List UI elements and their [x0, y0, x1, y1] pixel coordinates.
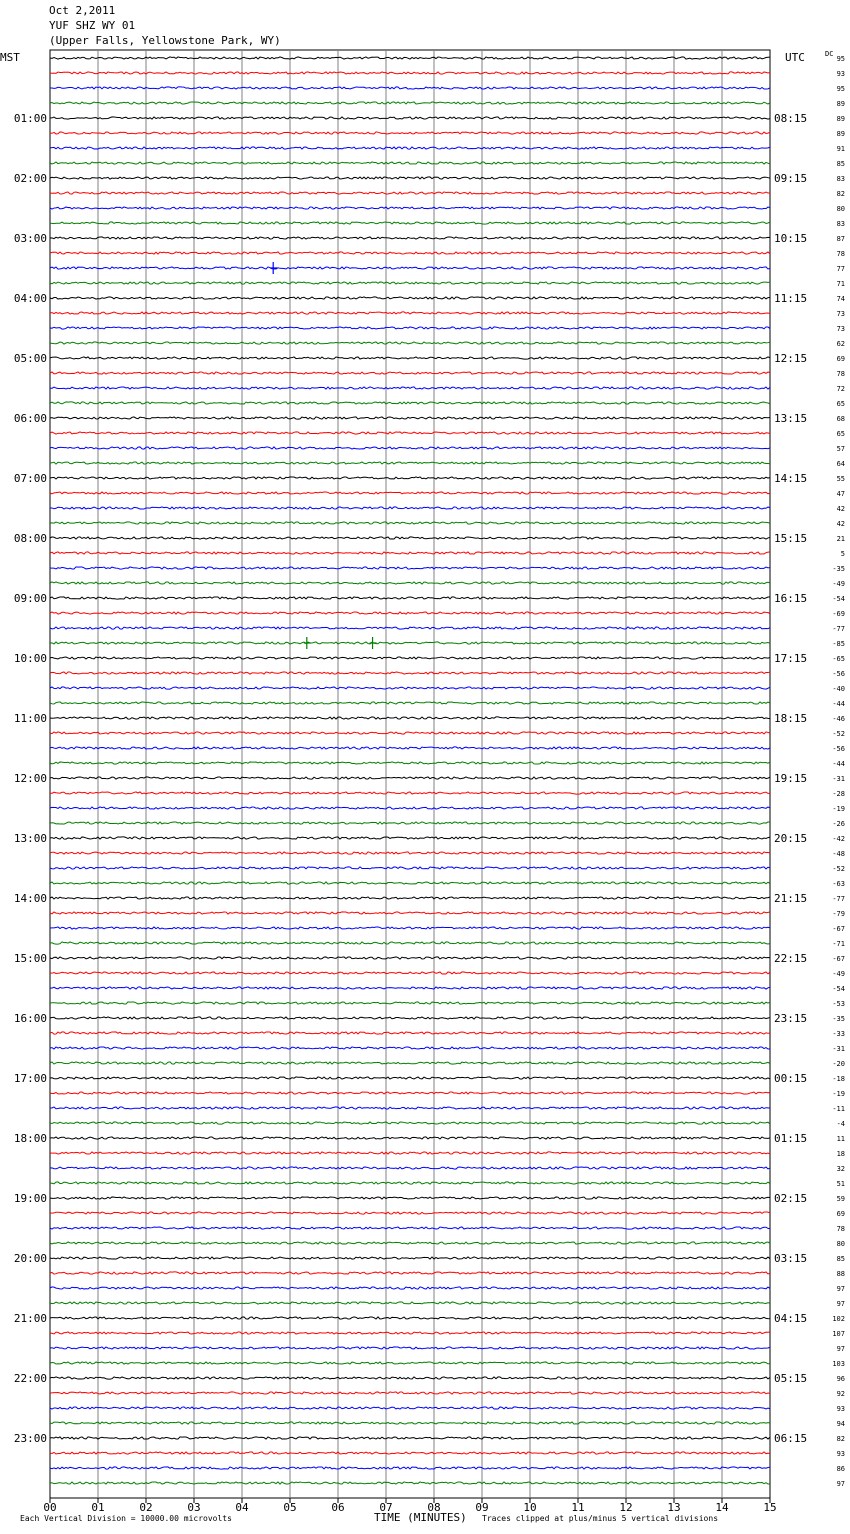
trace-row	[50, 162, 770, 164]
x-tick-label: 09	[475, 1501, 489, 1514]
dc-column-label: DC	[825, 50, 834, 58]
right-hour-label: 04:15	[774, 1312, 808, 1325]
trace-row	[50, 882, 770, 884]
left-hour-label: 19:00	[13, 1192, 47, 1205]
left-hour-label: 18:00	[13, 1132, 47, 1145]
dc-value-label: -56	[832, 670, 845, 678]
trace-row	[50, 1197, 770, 1199]
right-hour-label: 13:15	[774, 412, 808, 425]
dc-value-label: 62	[836, 340, 845, 348]
dc-value-label: 97	[836, 1480, 845, 1488]
right-hour-label: 03:15	[774, 1252, 808, 1265]
dc-value-label: -77	[832, 895, 845, 903]
footer-scale-note: Each Vertical Division = 10000.00 microvolts	[20, 1514, 232, 1523]
trace-row	[50, 747, 770, 749]
dc-value-label: -11	[832, 1105, 845, 1113]
left-hour-label: 21:00	[13, 1312, 47, 1325]
trace-row	[50, 417, 770, 419]
left-hour-label: 07:00	[13, 472, 47, 485]
trace-row	[50, 657, 770, 659]
dc-value-label: 18	[836, 1150, 845, 1158]
trace-row	[50, 1077, 770, 1079]
left-hour-label: 10:00	[13, 652, 47, 665]
left-timezone-label: MST	[0, 51, 20, 64]
dc-value-label: -56	[832, 745, 845, 753]
dc-value-label: 89	[836, 130, 845, 138]
left-hour-label: 06:00	[13, 412, 47, 425]
dc-value-label: 77	[836, 265, 845, 273]
trace-row	[50, 1242, 770, 1244]
trace-row	[50, 672, 770, 674]
trace-row	[50, 237, 770, 239]
trace-row	[50, 927, 770, 929]
dc-value-label: 59	[836, 1195, 845, 1203]
trace-row	[50, 102, 770, 104]
dc-value-label: 65	[836, 430, 845, 438]
trace-row	[50, 537, 770, 539]
left-hour-label: 11:00	[13, 712, 47, 725]
dc-value-label: 69	[836, 355, 845, 363]
dc-value-label: 21	[836, 535, 845, 543]
trace-row	[50, 117, 770, 119]
trace-row	[50, 852, 770, 854]
trace-row	[50, 402, 770, 404]
x-tick-label: 08	[427, 1501, 441, 1514]
trace-row	[50, 147, 770, 149]
trace-row	[50, 792, 770, 794]
right-timezone-label: UTC	[785, 51, 805, 64]
trace-row	[50, 1452, 770, 1454]
dc-value-label: 64	[836, 460, 845, 468]
dc-value-label: 103	[832, 1360, 845, 1368]
dc-value-label: 55	[836, 475, 845, 483]
dc-value-label: -48	[832, 850, 845, 858]
dc-value-label: 71	[836, 280, 845, 288]
trace-row	[50, 387, 770, 389]
dc-value-label: -49	[832, 970, 845, 978]
dc-value-label: 85	[836, 160, 845, 168]
trace-row	[50, 702, 770, 704]
left-hour-label: 08:00	[13, 532, 47, 545]
dc-value-label: -26	[832, 820, 845, 828]
dc-value-label: 95	[836, 55, 845, 63]
dc-value-label: 89	[836, 115, 845, 123]
dc-value-label: 102	[832, 1315, 845, 1323]
dc-value-label: 89	[836, 100, 845, 108]
trace-row	[50, 912, 770, 914]
trace-row	[50, 1362, 770, 1364]
left-hour-label: 22:00	[13, 1372, 47, 1385]
dc-value-label: 83	[836, 175, 845, 183]
dc-value-label: 86	[836, 1465, 845, 1473]
trace-row	[50, 252, 770, 254]
trace-row	[50, 1227, 770, 1229]
trace-row	[50, 372, 770, 374]
trace-row	[50, 432, 770, 434]
trace-row	[50, 1302, 770, 1304]
right-hour-label: 15:15	[774, 532, 808, 545]
dc-value-label: -4	[836, 1120, 845, 1128]
right-hour-label: 17:15	[774, 652, 808, 665]
trace-row	[50, 1407, 770, 1409]
dc-value-label: 83	[836, 220, 845, 228]
x-tick-label: 15	[763, 1501, 777, 1514]
dc-value-label: 65	[836, 400, 845, 408]
right-hour-label: 18:15	[774, 712, 808, 725]
dc-value-label: 69	[836, 1210, 845, 1218]
header-station: YUF SHZ WY 01	[49, 19, 136, 32]
dc-value-label: 74	[836, 295, 845, 303]
trace-row	[50, 1377, 770, 1379]
dc-value-label: 47	[836, 490, 845, 498]
trace-row	[50, 717, 770, 719]
trace-row	[50, 1092, 770, 1094]
trace-row	[50, 1467, 770, 1469]
trace-row	[50, 597, 770, 599]
trace-row	[50, 72, 770, 74]
dc-value-label: 85	[836, 1255, 845, 1263]
dc-value-label: 92	[836, 1390, 845, 1398]
dc-value-label: -65	[832, 655, 845, 663]
footer-clip-note: Traces clipped at plus/minus 5 vertical divisions	[482, 1514, 719, 1523]
dc-value-label: -67	[832, 925, 845, 933]
trace-row	[50, 642, 770, 644]
trace-row	[50, 567, 770, 569]
right-hour-label: 08:15	[774, 112, 808, 125]
trace-row	[50, 57, 770, 59]
dc-value-label: 51	[836, 1180, 845, 1188]
dc-value-label: 91	[836, 145, 845, 153]
trace-row	[50, 312, 770, 314]
dc-value-label: -31	[832, 775, 845, 783]
dc-value-label: 78	[836, 370, 845, 378]
dc-value-label: -49	[832, 580, 845, 588]
trace-row	[50, 687, 770, 689]
x-tick-label: 06	[331, 1501, 345, 1514]
dc-value-label: -69	[832, 610, 845, 618]
right-hour-label: 11:15	[774, 292, 808, 305]
trace-row	[50, 207, 770, 209]
dc-value-label: -42	[832, 835, 845, 843]
trace-row	[50, 87, 770, 89]
left-hour-label: 16:00	[13, 1012, 47, 1025]
right-hour-label: 00:15	[774, 1072, 808, 1085]
left-hour-label: 09:00	[13, 592, 47, 605]
trace-row	[50, 282, 770, 284]
x-tick-label: 05	[283, 1501, 297, 1514]
left-hour-label: 01:00	[13, 112, 47, 125]
trace-row	[50, 1047, 770, 1049]
dc-value-label: -28	[832, 790, 845, 798]
left-hour-label: 20:00	[13, 1252, 47, 1265]
dc-value-label: 97	[836, 1285, 845, 1293]
trace-row	[50, 132, 770, 134]
dc-value-label: 107	[832, 1330, 845, 1338]
dc-value-label: 95	[836, 85, 845, 93]
left-hour-label: 02:00	[13, 172, 47, 185]
trace-row	[50, 1482, 770, 1484]
right-hour-label: 05:15	[774, 1372, 808, 1385]
dc-value-label: 96	[836, 1375, 845, 1383]
left-hour-label: 14:00	[13, 892, 47, 905]
dc-value-label: -46	[832, 715, 845, 723]
trace-row	[50, 972, 770, 974]
trace-row	[50, 1212, 770, 1214]
trace-row	[50, 1107, 770, 1109]
trace-row	[50, 1032, 770, 1034]
header-date: Oct 2,2011	[49, 4, 116, 17]
dc-value-label: -52	[832, 865, 845, 873]
trace-row	[50, 342, 770, 344]
trace-row	[50, 297, 770, 299]
trace-row	[50, 1062, 770, 1064]
right-hour-label: 14:15	[774, 472, 808, 485]
trace-row	[50, 552, 770, 554]
event-spike	[270, 262, 277, 274]
dc-value-label: 73	[836, 310, 845, 318]
dc-value-label: 82	[836, 1435, 845, 1443]
right-hour-label: 12:15	[774, 352, 808, 365]
header-location: (Upper Falls, Yellowstone Park, WY)	[49, 34, 281, 47]
dc-value-label: -40	[832, 685, 845, 693]
dc-value-label: -54	[832, 985, 845, 993]
dc-value-label: 93	[836, 70, 845, 78]
dc-value-label: -79	[832, 910, 845, 918]
trace-row	[50, 807, 770, 809]
left-hour-label: 17:00	[13, 1072, 47, 1085]
trace-row	[50, 1317, 770, 1319]
x-tick-label: 10	[523, 1501, 537, 1514]
dc-value-label: -67	[832, 955, 845, 963]
right-hour-label: 01:15	[774, 1132, 808, 1145]
x-tick-label: 03	[187, 1501, 201, 1514]
trace-row	[50, 357, 770, 359]
trace-row	[50, 762, 770, 764]
x-tick-label: 07	[379, 1501, 393, 1514]
trace-row	[50, 492, 770, 494]
right-hour-label: 10:15	[774, 232, 808, 245]
left-hour-label: 04:00	[13, 292, 47, 305]
right-hour-label: 06:15	[774, 1432, 808, 1445]
trace-row	[50, 612, 770, 614]
left-hour-label: 12:00	[13, 772, 47, 785]
dc-value-label: 78	[836, 250, 845, 258]
dc-value-label: -52	[832, 730, 845, 738]
trace-row	[50, 1272, 770, 1274]
dc-value-label: -35	[832, 565, 845, 573]
right-hour-label: 20:15	[774, 832, 808, 845]
dc-value-label: 80	[836, 1240, 845, 1248]
trace-row	[50, 1137, 770, 1139]
dc-value-label: -53	[832, 1000, 845, 1008]
dc-value-label: 88	[836, 1270, 845, 1278]
trace-row	[50, 957, 770, 959]
left-hour-label: 15:00	[13, 952, 47, 965]
dc-value-label: 97	[836, 1345, 845, 1353]
x-tick-label: 13	[667, 1501, 681, 1514]
trace-row	[50, 822, 770, 824]
dc-value-label: -19	[832, 805, 845, 813]
dc-value-label: 32	[836, 1165, 845, 1173]
left-hour-label: 03:00	[13, 232, 47, 245]
trace-row	[50, 987, 770, 989]
trace-row	[50, 477, 770, 479]
trace-row	[50, 522, 770, 524]
right-hour-label: 19:15	[774, 772, 808, 785]
x-tick-label: 12	[619, 1501, 633, 1514]
trace-row	[50, 192, 770, 194]
dc-value-label: -33	[832, 1030, 845, 1038]
dc-value-label: 11	[836, 1135, 845, 1143]
trace-row	[50, 1392, 770, 1394]
x-axis-title: TIME (MINUTES)	[374, 1511, 467, 1524]
dc-value-label: -85	[832, 640, 845, 648]
trace-row	[50, 777, 770, 779]
event-spike	[304, 637, 311, 649]
trace-row	[50, 837, 770, 839]
x-tick-label: 14	[715, 1501, 729, 1514]
trace-row	[50, 1167, 770, 1169]
x-tick-label: 02	[139, 1501, 153, 1514]
trace-row	[50, 1422, 770, 1424]
x-tick-label: 11	[571, 1501, 585, 1514]
dc-value-label: 93	[836, 1405, 845, 1413]
dc-value-label: 5	[840, 550, 845, 558]
left-hour-label: 23:00	[13, 1432, 47, 1445]
trace-row	[50, 942, 770, 944]
dc-value-label: 72	[836, 385, 845, 393]
event-spike	[370, 637, 377, 649]
dc-value-label: -63	[832, 880, 845, 888]
right-hour-label: 09:15	[774, 172, 808, 185]
dc-value-label: 87	[836, 235, 845, 243]
trace-row	[50, 267, 770, 269]
trace-row	[50, 447, 770, 449]
trace-row	[50, 582, 770, 584]
dc-value-label: 82	[836, 190, 845, 198]
dc-value-label: -31	[832, 1045, 845, 1053]
dc-value-label: -44	[832, 700, 845, 708]
dc-value-label: -54	[832, 595, 845, 603]
trace-row	[50, 897, 770, 899]
trace-row	[50, 1182, 770, 1184]
trace-row	[50, 1257, 770, 1259]
trace-row	[50, 867, 770, 869]
left-hour-label: 13:00	[13, 832, 47, 845]
x-tick-label: 01	[91, 1501, 105, 1514]
dc-value-label: -44	[832, 760, 845, 768]
dc-value-label: 94	[836, 1420, 845, 1428]
dc-value-label: 68	[836, 415, 845, 423]
right-hour-label: 21:15	[774, 892, 808, 905]
trace-row	[50, 1332, 770, 1334]
dc-value-label: 97	[836, 1300, 845, 1308]
dc-value-label: -20	[832, 1060, 845, 1068]
dc-value-label: 57	[836, 445, 845, 453]
right-hour-label: 22:15	[774, 952, 808, 965]
trace-row	[50, 1152, 770, 1154]
right-hour-label: 23:15	[774, 1012, 808, 1025]
trace-row	[50, 1287, 770, 1289]
trace-row	[50, 1437, 770, 1439]
dc-value-label: 93	[836, 1450, 845, 1458]
right-hour-label: 02:15	[774, 1192, 808, 1205]
dc-value-label: 80	[836, 205, 845, 213]
trace-row	[50, 1002, 770, 1004]
trace-row	[50, 732, 770, 734]
dc-value-label: -35	[832, 1015, 845, 1023]
trace-row	[50, 1347, 770, 1349]
x-tick-label: 04	[235, 1501, 249, 1514]
right-hour-label: 16:15	[774, 592, 808, 605]
trace-row	[50, 627, 770, 629]
dc-value-label: 42	[836, 505, 845, 513]
dc-value-label: -19	[832, 1090, 845, 1098]
trace-row	[50, 327, 770, 329]
x-tick-label: 00	[43, 1501, 57, 1514]
trace-row	[50, 177, 770, 179]
trace-row	[50, 462, 770, 464]
trace-row	[50, 1017, 770, 1019]
trace-row	[50, 507, 770, 509]
dc-value-label: -18	[832, 1075, 845, 1083]
trace-row	[50, 222, 770, 224]
left-hour-label: 05:00	[13, 352, 47, 365]
trace-row	[50, 1122, 770, 1124]
dc-value-label: 78	[836, 1225, 845, 1233]
dc-value-label: 73	[836, 325, 845, 333]
dc-value-label: 42	[836, 520, 845, 528]
dc-value-label: -71	[832, 940, 845, 948]
dc-value-label: -77	[832, 625, 845, 633]
